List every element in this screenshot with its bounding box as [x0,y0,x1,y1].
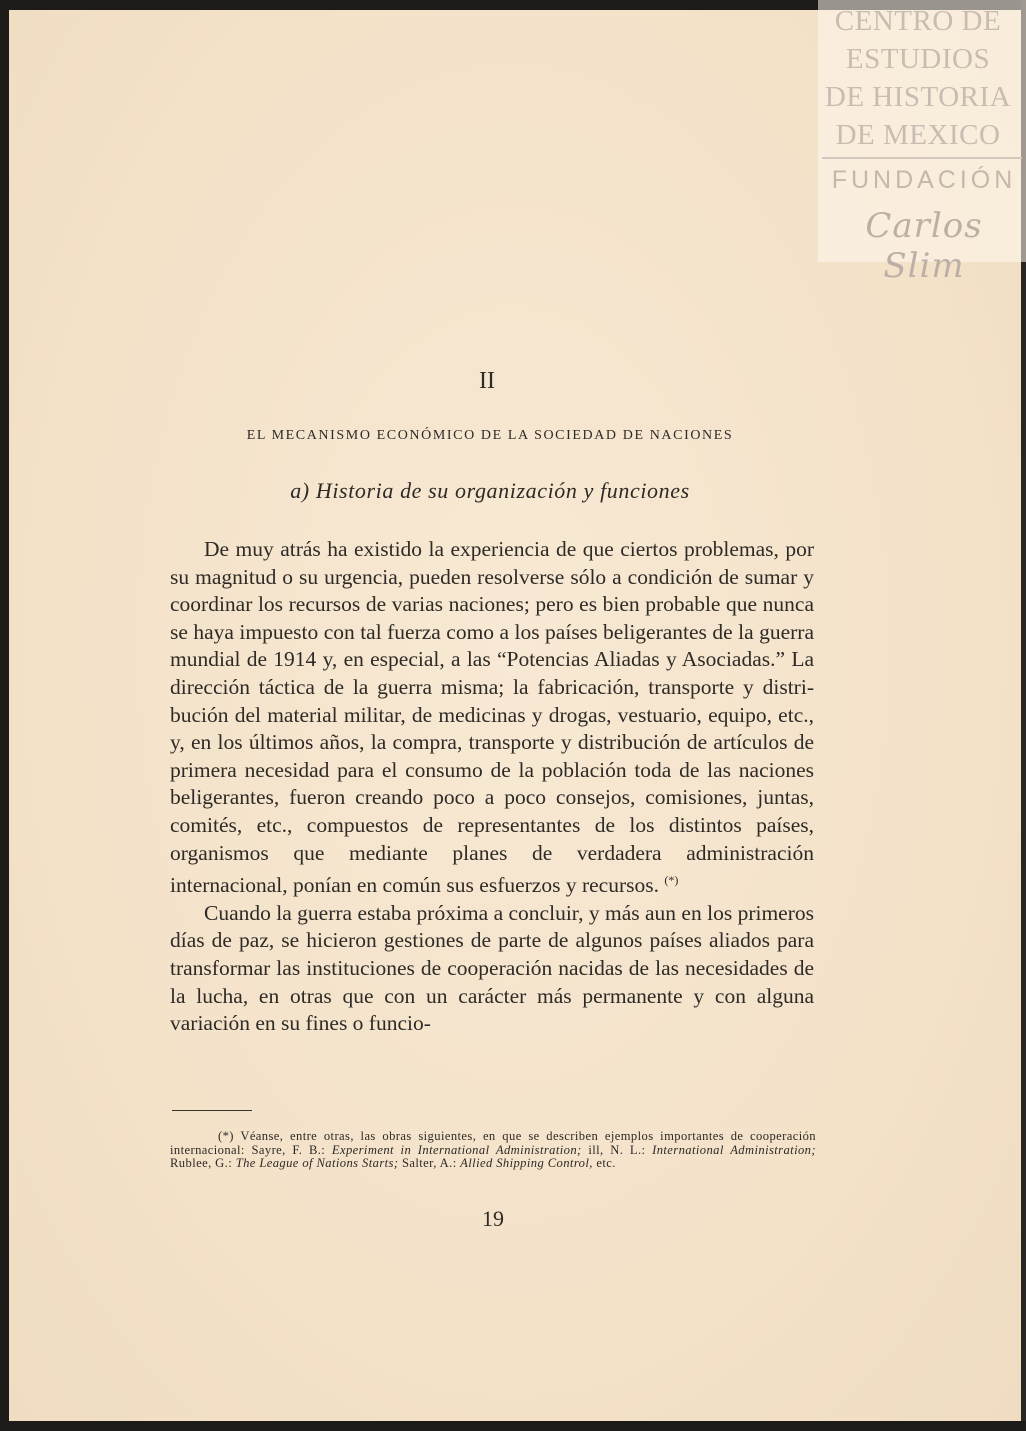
footnote-work-2: International Administration; [652,1142,816,1157]
footnote-work-3: The League of Nations Starts; [235,1156,399,1171]
watermark-line-4: DE MEXICO [835,119,1001,151]
watermark-line-3: DE HISTORIA [824,81,1012,113]
paragraph-1-text: De muy atrás ha existido la experiencia de que ciertos problemas, por su magnitud o su urgencia, pueden resolverse sólo a condición de sumar y coordinar los recursos de varias naciones; pero es bien probable que nunca se haya impuesto con tal fuerza como a los países beligerantes de la guerra mundial de 1914 y, en especial, a las “Potencias Aliadas y Asociadas.” La dirección táctica de la guerra misma; la fabricación, transporte y distribución del material militar, de medicinas y drogas, vestuario, equipo, etc., y, en los últimos años, la compra, transporte y distribución de artículos de primera necesidad para el consumo de la población toda de las naciones beligerantes, fueron creando poco a poco consejos, comisiones, juntas, comités, etc., compuestos de representantes de los distintos países, organismos que mediante planes de verdadera administración internacional, ponían en común sus esfuerzos y recursos. [170,537,814,898]
watermark-line-1: CENTRO DE [834,5,1002,37]
footnote-author-3: Rublee, G.: [170,1156,233,1171]
footnote [170,1130,816,1171]
footnote-divider [172,1110,252,1111]
watermark-fundacion: FUNDACIÓN [831,166,1017,194]
paragraph [170,536,814,900]
footnote-author-2: ill, N. L.: [588,1142,646,1157]
scan-edge-bottom [0,1421,1026,1431]
paragraph: Cuando la guerra estaba próxima a concluir, y más aun en los primeros días de paz, se hicieron gestiones de parte de algunos países aliados para transformar las instituciones de cooperación nacidas de las necesidades de la lucha, en otras que con un carácter más permanente y con alguna variación en su fines o funcio- [170,900,814,1036]
footnote-author-4: Salter, A.: [401,1156,457,1171]
chapter-title: EL MECANISMO ECONÓMICO DE LA SOCIEDAD DE NACIONES [246,428,734,443]
body-text [170,536,814,1038]
chapter-number: II [479,368,495,394]
watermark-signature: Carlos Slim [865,206,983,286]
footnote-ending: etc. [596,1156,616,1171]
page-number: 19 [482,1206,504,1231]
watermark-divider [822,157,1022,159]
footnote-work-4: Allied Shipping Control, [460,1156,593,1171]
section-title: a) Historia de su organización y funciones [290,478,690,503]
footnote-reference: (*) [664,873,679,888]
footnote-work-1: Experiment in International Administration; [331,1142,582,1157]
watermark-line-2: ESTUDIOS [845,43,991,75]
footnote-intro: (*) Véanse, entre otras, las obras siguientes, en que se describen ejemplos importantes de cooperación internacional: Sayre, F. B.: [170,1129,816,1157]
